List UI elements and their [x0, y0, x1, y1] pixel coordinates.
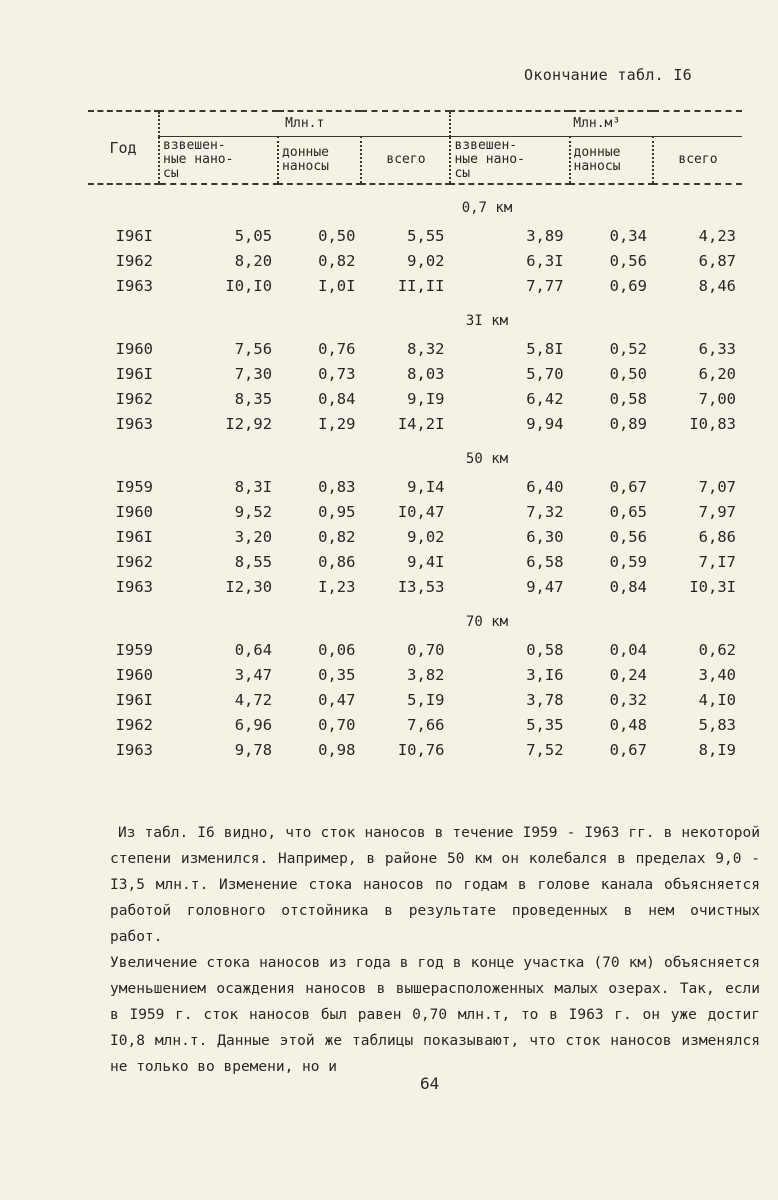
value-cell: 0,34 — [609, 226, 647, 245]
value-cell: 0,69 — [609, 276, 647, 295]
value-cell: 4,23 — [698, 226, 736, 245]
table-row — [88, 499, 742, 524]
table-row — [88, 474, 742, 499]
value-cell: 0,06 — [318, 640, 356, 659]
bottom-label: донные наносы — [573, 145, 621, 174]
total-header: всего — [361, 137, 450, 185]
value-cell: 7,I7 — [698, 552, 736, 571]
value-cell: 5,83 — [698, 715, 736, 734]
value-cell: 9,47 — [526, 577, 564, 596]
value-cell: 3,20 — [234, 527, 273, 546]
value-cell: I,29 — [318, 414, 356, 433]
value-cell: 0,82 — [318, 251, 356, 270]
table-row — [88, 361, 742, 386]
group-header-mln-m3: Млн.м³ — [450, 111, 742, 137]
group-header-mln-t: Млн.т — [159, 111, 450, 137]
value-cell: 0,76 — [318, 339, 356, 358]
table-row — [88, 273, 742, 298]
value-cell: 0,98 — [318, 740, 356, 759]
value-cell: 7,30 — [234, 364, 273, 383]
year-cell: I963 — [115, 414, 153, 433]
value-cell: 0,83 — [318, 477, 356, 496]
value-cell: 6,86 — [698, 527, 736, 546]
value-cell: 6,96 — [234, 715, 273, 734]
value-cell: 5,8I — [526, 339, 564, 358]
value-cell: 7,66 — [407, 715, 445, 734]
year-cell: I963 — [115, 740, 153, 759]
value-cell: 9,94 — [526, 414, 564, 433]
value-cell: 0,67 — [609, 477, 647, 496]
year-cell: I960 — [115, 339, 153, 358]
value-cell: 5,55 — [407, 226, 445, 245]
year-cell: I96I — [115, 364, 153, 383]
value-cell: 0,65 — [609, 502, 647, 521]
value-cell: I0,83 — [689, 414, 736, 433]
value-cell: 8,55 — [234, 552, 273, 571]
value-cell: 5,35 — [526, 715, 564, 734]
paragraph: Из табл. I6 видно, что сток наносов в течение I959 - I963 гг. в некоторой степени изменился. Например, в районе 50 км он колебался в пределах 9,0 - I3,5 млн.т. Изменение стока наносов по годам в голове канала объясняется работой головного отстойника в результате проведенных в нем очистных работ. — [110, 825, 760, 945]
value-cell: 5,I9 — [407, 690, 445, 709]
value-cell: 8,20 — [234, 251, 273, 270]
year-cell: I959 — [115, 640, 153, 659]
value-cell: 8,32 — [407, 339, 445, 358]
table-row — [88, 574, 742, 599]
value-cell: 6,58 — [526, 552, 564, 571]
value-cell: 8,3I — [234, 477, 273, 496]
value-cell: I0,I0 — [225, 276, 273, 295]
value-cell: I3,53 — [397, 577, 445, 596]
value-cell: 0,84 — [609, 577, 647, 596]
value-cell: 6,87 — [698, 251, 736, 270]
value-cell: 8,I9 — [698, 740, 736, 759]
value-cell: 3,89 — [526, 226, 564, 245]
value-cell: 7,52 — [526, 740, 564, 759]
table-row — [88, 336, 742, 361]
section-row — [88, 599, 742, 637]
value-cell: 0,47 — [318, 690, 356, 709]
paragraph: Увеличение стока наносов из года в год в конце участка (70 км) объясняется уменьшением осаждения наносов в вышерасположенных малых озерах. Так, если в I959 г. сток наносов был равен 0,70 млн.т, то в I963 г. он уже достиг I0,8 млн.т. Данные этой же таблицы показывают, что сток наносов изменялся не только во времени, но и — [110, 955, 760, 1075]
value-cell: 0,04 — [609, 640, 647, 659]
year-cell: I96I — [115, 690, 153, 709]
year-cell: I96I — [115, 226, 153, 245]
value-cell: 6,40 — [526, 477, 564, 496]
value-cell: I0,76 — [397, 740, 445, 759]
suspended-sediment-header-m3 — [450, 137, 569, 185]
value-cell: 7,07 — [698, 477, 736, 496]
value-cell: I2,92 — [225, 414, 273, 433]
value-cell: 0,59 — [609, 552, 647, 571]
year-cell: I96I — [115, 527, 153, 546]
value-cell: 3,82 — [407, 665, 445, 684]
table-row — [88, 411, 742, 436]
value-cell: 9,52 — [234, 502, 273, 521]
value-cell: 0,70 — [318, 715, 356, 734]
value-cell: 9,02 — [407, 251, 445, 270]
table-row — [88, 524, 742, 549]
value-cell: 9,02 — [407, 527, 445, 546]
value-cell: 0,89 — [609, 414, 647, 433]
value-cell: 0,64 — [234, 640, 273, 659]
value-cell: 0,67 — [609, 740, 647, 759]
total-header-m3: всего — [653, 137, 742, 185]
value-cell: 4,72 — [234, 690, 273, 709]
table-row — [88, 386, 742, 411]
value-cell: 0,82 — [318, 527, 356, 546]
year-cell: I960 — [115, 502, 153, 521]
value-cell: 5,05 — [234, 226, 273, 245]
section-label: 3I км — [465, 313, 509, 329]
bottom-label: донные наносы — [282, 145, 330, 174]
table-row — [88, 248, 742, 273]
table-row — [88, 712, 742, 737]
table-row — [88, 662, 742, 687]
value-cell: 0,84 — [318, 389, 356, 408]
suspended-label: взвешен- ные нано- сы — [454, 138, 525, 181]
table-row — [88, 637, 742, 662]
value-cell: 7,00 — [698, 389, 736, 408]
section-label: 50 км — [465, 451, 509, 467]
bottom-sediment-header-m3 — [570, 137, 653, 185]
value-cell: I,23 — [318, 577, 356, 596]
value-cell: 8,46 — [698, 276, 736, 295]
value-cell: 7,56 — [234, 339, 273, 358]
value-cell: 6,20 — [698, 364, 736, 383]
value-cell: I0,3I — [689, 577, 736, 596]
section-row — [88, 298, 742, 336]
section-row — [88, 436, 742, 474]
value-cell: I,0I — [318, 276, 356, 295]
value-cell: 3,40 — [698, 665, 736, 684]
year-column-header: Год — [88, 111, 159, 184]
table-row — [88, 687, 742, 712]
value-cell: 0,56 — [609, 251, 647, 270]
value-cell: 0,35 — [318, 665, 356, 684]
value-cell: 5,70 — [526, 364, 564, 383]
value-cell: 0,70 — [407, 640, 445, 659]
value-cell: 8,35 — [234, 389, 273, 408]
year-cell: I962 — [115, 552, 153, 571]
value-cell: 3,I6 — [526, 665, 564, 684]
value-cell: 0,50 — [318, 226, 356, 245]
value-cell: 8,03 — [407, 364, 445, 383]
value-cell: I4,2I — [397, 414, 445, 433]
value-cell: 0,58 — [526, 640, 564, 659]
value-cell: 9,I4 — [407, 477, 445, 496]
value-cell: 9,78 — [234, 740, 273, 759]
section-row — [88, 184, 742, 223]
table-body — [88, 184, 742, 762]
year-cell: I962 — [115, 715, 153, 734]
year-cell: I959 — [115, 477, 153, 496]
value-cell: 0,32 — [609, 690, 647, 709]
table-row — [88, 223, 742, 248]
value-cell: 4,I0 — [698, 690, 736, 709]
value-cell: 0,95 — [318, 502, 356, 521]
value-cell: 0,73 — [318, 364, 356, 383]
value-cell: 6,3I — [526, 251, 564, 270]
table-caption: Окончание табл. I6 — [524, 66, 692, 84]
year-cell: I962 — [115, 389, 153, 408]
suspended-sediment-header — [159, 137, 278, 185]
value-cell: 0,86 — [318, 552, 356, 571]
value-cell: I2,30 — [225, 577, 273, 596]
year-cell: I960 — [115, 665, 153, 684]
sediment-table — [88, 110, 742, 762]
value-cell: 7,97 — [698, 502, 736, 521]
value-cell: II,II — [397, 276, 445, 295]
value-cell: 9,I9 — [407, 389, 445, 408]
bottom-sediment-header — [278, 137, 361, 185]
body-text — [110, 820, 760, 1080]
value-cell: 7,77 — [526, 276, 564, 295]
value-cell: I0,47 — [397, 502, 445, 521]
section-label: 70 км — [465, 614, 509, 630]
value-cell: 0,56 — [609, 527, 647, 546]
value-cell: 3,47 — [234, 665, 273, 684]
value-cell: 7,32 — [526, 502, 564, 521]
suspended-label: взвешен- ные нано- сы — [163, 138, 234, 181]
year-cell: I962 — [115, 251, 153, 270]
value-cell: 9,4I — [407, 552, 445, 571]
value-cell: 0,48 — [609, 715, 647, 734]
value-cell: 6,33 — [698, 339, 736, 358]
value-cell: 6,42 — [526, 389, 564, 408]
value-cell: 0,62 — [698, 640, 736, 659]
table-row — [88, 549, 742, 574]
section-label: 0,7 км — [461, 200, 513, 216]
value-cell: 6,30 — [526, 527, 564, 546]
value-cell: 3,78 — [526, 690, 564, 709]
page-number: 64 — [420, 1074, 440, 1093]
value-cell: 0,52 — [609, 339, 647, 358]
year-cell: I963 — [115, 276, 153, 295]
year-cell: I963 — [115, 577, 153, 596]
table-row — [88, 737, 742, 762]
value-cell: 0,24 — [609, 665, 647, 684]
value-cell: 0,58 — [609, 389, 647, 408]
value-cell: 0,50 — [609, 364, 647, 383]
